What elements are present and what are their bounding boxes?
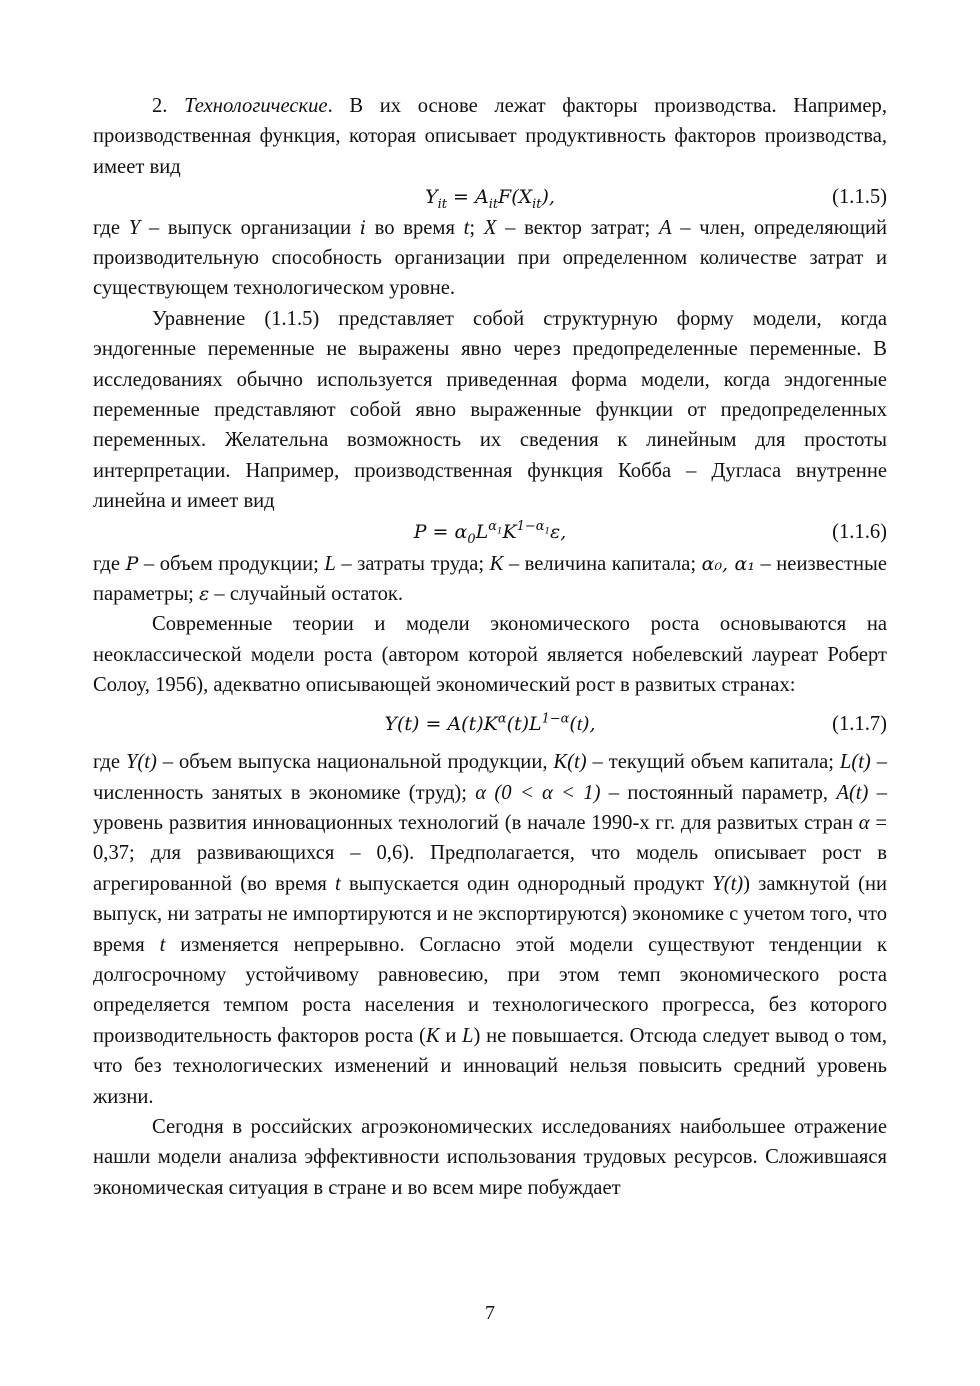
- equation-1-1-5: [93, 182, 887, 212]
- equation-formula: $P = \alpha_0L^{\alpha_1}K^{1-\alpha_1}\varepsilon$,: [413, 519, 567, 547]
- equation-1-1-7: [93, 709, 887, 739]
- paragraph-7: Сегодня в российских агроэкономических исследованиях наибольшее отражение нашли модели анализа эффективности использования трудовых ресурсов. Сложившаяся экономическая ситуация в стране и во всем мире побуждает: [93, 1115, 887, 1199]
- equation-number: (1.1.6): [832, 520, 887, 543]
- equation-number: (1.1.7): [832, 712, 887, 735]
- paragraph-2: где Y – выпуск организации i во время t; X – вектор затрат; A – член, определяющий производительную способность организации при определенном количестве затрат и существующем технологическом уровне.: [93, 216, 888, 300]
- paragraph-4: где P – объем продукции; L – затраты труда; K – величина капитала; α₀, α₁ – неизвестные параметры; ε – случайный остаток.: [93, 552, 887, 606]
- paragraph-6: где Y(t) – объем выпуска национальной продукции, K(t) – текущий объем капитала; L(t) – численность занятых в экономике (труд); α (0 < α < 1) – постоянный параметр, A(t) – уровень развития инновационных технологий (в начале 1990-х гг. для развитых стран α = 0,37; для развивающихся – 0,6). Предполагается, что модель описывает рост в агрегированной (во время t выпускается один однородный продукт Y(t)) замкнутой (ни выпуск, ни затраты не импортируются и не экспортируются) экономике с учетом того, что время t изменяется непрерывно. Согласно этой модели существуют тенденции к долгосрочному устойчивому равновесию, при этом темп экономического роста определяется темпом роста населения и технологического прогресса, без которого производительность факторов роста (K и L) не повышается. Отсюда следует вывод о том, что без технологических изменений и инноваций нельзя повысить средний уровень жизни.: [93, 751, 887, 1108]
- paragraph-5: Современные теории и модели экономического роста основываются на неоклассической модели роста (автором которой является нобелевский лауреат Роберт Солоу, 1956), адекватно описывающей экономический рост в развитых странах:: [93, 613, 887, 697]
- page-number: 7: [485, 1302, 495, 1324]
- paragraph-3: Уравнение (1.1.5) представляет собой структурную форму модели, когда эндогенные переменные не выражены явно через предопределенные переменные. В исследованиях обычно используется приведенная форма модели, когда эндогенные переменные представляют собой явно выраженные функции от предопределенных переменных. Желательна возможность их сведения к линейным для простоты интерпретации. Например, производственная функция Кобба – Дугласа внутренне линейна и имеет вид: [93, 307, 887, 513]
- paragraph-1: [93, 91, 887, 182]
- term-technological: Технологические: [184, 95, 328, 117]
- equation-number: (1.1.5): [832, 186, 887, 209]
- equation-formula: $Y_{it} = A_{it}F(X_{it})$,: [425, 186, 555, 213]
- body-text: [93, 91, 887, 1203]
- paragraph-1-text: . В их основе лежат факторы производства. Например, производственная функция, которая описывает продуктивность факторов производства, имеет вид: [93, 95, 888, 178]
- list-number: 2.: [152, 95, 185, 117]
- equation-1-1-6: [93, 517, 887, 549]
- equation-formula: $Y(t) = A(t)K^\alpha(t)L^{1-\alpha}(t)$,: [384, 711, 596, 735]
